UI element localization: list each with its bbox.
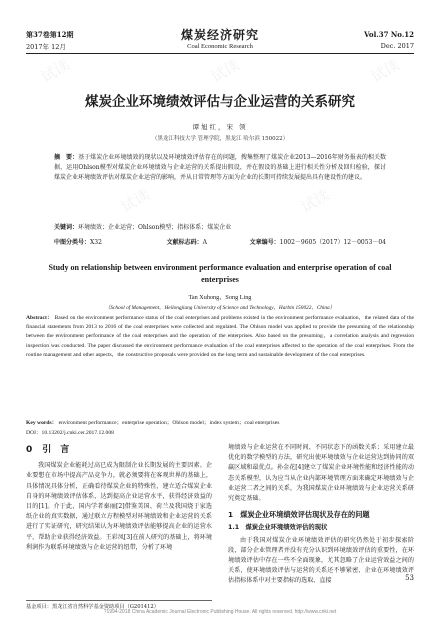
- paper-title-en: Study on relationship between environment performance evaluation and enterprise operation of coal enterprises: [48, 263, 392, 284]
- abstract-text-cn: 基于煤炭企业环境绩效的现状以及环境绩效评估存在的问题，搜集整理了煤炭企业2013—2016年财务报表的相关数据，运用Ohlson模型对煤炭企业环境绩效与企业运营的关系提出假设，并在假设的基础上进行相关性分析及回归检验，探讨煤炭企业环境绩效评估对煤炭企业运营的影响，并从日常管理等方面为企业的长期可持续发展提出具有建设性的建议。: [54, 154, 386, 182]
- watermark: 试读: [117, 185, 153, 217]
- keywords-label-cn: 关键词：: [54, 224, 79, 231]
- watermark: 试读: [367, 325, 403, 357]
- article-no-value: 1002－9605（2017）12－0053－04: [279, 239, 386, 246]
- authors-cn: 谭旭红，宋 领: [192, 123, 248, 131]
- subsection-heading-1-1: 1.1 煤炭企业环境绩效评估的现状: [228, 524, 328, 532]
- clc-label: 中图分类号：: [54, 239, 91, 246]
- doc-code-value: A: [202, 239, 207, 246]
- article-no-label: 文章编号：: [249, 239, 280, 246]
- continued-paragraph: 境绩效与企业运营在不同时间、不同状态下的函数关系；采用建立最优化的数学模型的方法，研究出使环境绩效与企业运营达到协同的双赢区域和最优点。孙金花[4]建立了煤炭企业环境性能和经济性能的动态关系模型，认为应当从企业内部环境管理方面来确定环境绩效与企业运营二者之间的关系，为我国煤炭企业环境绩效与企业运营关系研究奠定基础。: [228, 444, 414, 503]
- paper-title-cn: 煤炭企业环境绩效评估与企业运营的关系研究: [85, 94, 355, 110]
- watermark: 试读: [37, 325, 73, 357]
- header-rule: [26, 53, 414, 54]
- watermark: 试读: [37, 55, 73, 87]
- affiliation-cn: （黑龙江科技大学 管理学院，黑龙江 哈尔滨 150022）: [151, 136, 289, 142]
- affiliation-en: （School of Management，Heilongjiang University of Science and Technology，Harbin 150022，China）: [105, 305, 335, 311]
- funding-note: 基金项目：黑龙江省自然科学基金资助项目（G201412）: [26, 600, 212, 610]
- watermark: 试读: [207, 55, 243, 87]
- section-heading-1: 1 煤炭企业环境绩效评估现状及存在的问题: [228, 510, 370, 520]
- section-heading-intro: [26, 445, 212, 455]
- volume-cn: 第37卷第12期: [26, 30, 74, 39]
- journal-title-en: Coal Economic Research: [187, 43, 253, 50]
- subsection-paragraph: 由于我国对煤炭企业环境绩效评估的研究仍然处于初步探索阶段，部分企业管理者并没有充分认识到环境绩效评估的重要性，在环境绩效评估中存在一些不全面现象，尤其忽略了企业运营效益之间的关系，使环境绩效评估与运营的关系还不够紧密，企业在环境绩效评估指标体系中对主要指标的选取、直接: [228, 536, 414, 585]
- abstract-cn: [54, 153, 386, 184]
- keywords-en: [26, 418, 414, 426]
- watermark: 试读: [297, 185, 333, 217]
- intro-paragraph: 我国煤炭企业能耗过高已成为限制企业长期发展的主要因素。企业要想在市场中提高产品竞争力，就必须要将在客观世界的基础上，具体情况具体分析，正确看待煤炭企业的特殊性，建立适合煤炭企业自身的环境绩效评估体系，达到提高企业运营水平，获得经济效益的目的[1]。介于此，国内学者秦丽[2]借鉴美国、荷兰及我国烧于家选纸企业的真实数据，通过联立方程模型对环境绩效和企业运营的关系进行了实证研究，研究结果认为环境绩效评估能够提高企业的运营水平，帮助企业获得经济效益。王彩凤[3]在前人研究的基础上，将环境利润作为联系环境绩效与企业运营的纽带，分析了环境: [26, 462, 212, 551]
- abstract-en: [26, 314, 414, 360]
- date-en: Dec. 2017: [380, 42, 414, 50]
- keywords-label-en: Key words：: [26, 420, 58, 426]
- keywords-text-en: environment performance；enterprise operation；Ohlson model；index system；coal enterprises: [58, 420, 280, 426]
- classification-line: [54, 237, 386, 246]
- journal-title-cn: 煤炭经济研究: [180, 28, 259, 42]
- copyright-footer: ?1994-2018 China Academic Journal Electronic Publishing House. All rights reserved. http://www.cnki.net: [103, 609, 337, 615]
- doc-code-label: 文献标志码：: [166, 239, 203, 246]
- keywords-cn: [54, 222, 386, 231]
- clc-value: X32: [90, 239, 102, 246]
- body-column-right: [228, 443, 414, 587]
- keywords-text-cn: 环境绩效；企业运营；Ohlson模型；指标体系；煤炭企业: [78, 224, 232, 231]
- body-column-left: [26, 443, 212, 553]
- page-number: 53: [405, 574, 414, 582]
- abstract-label-cn: 摘 要：: [54, 154, 79, 161]
- volume-en: Vol.37 No.12: [364, 30, 414, 39]
- section-title: 引 言: [42, 445, 70, 455]
- section-number: 0: [26, 445, 33, 455]
- authors-en: Tan Xuhong，Song Ling: [188, 294, 252, 301]
- date-cn: 2017年 12月: [26, 43, 66, 51]
- abstract-label-en: Abstract：: [26, 315, 53, 321]
- running-header: [26, 30, 414, 70]
- watermark: 试读: [367, 55, 403, 87]
- abstract-text-en: Based on the environment performance status of the coal enterprises and problems existed in the environment performance evaluation，the related data of the financial statements from 2013 to 2016 of the coal enterprises were collected and regulated. The Ohlson model was applied to provide the presuming of the relationship between the environment performance of the coal enterprises and the operation of the enterprises. Also based on the presuming，a correlation analysis and regression inspection was conducted. The paper discussed the environment performance evaluation of the coal enterprises affected to the operation of the coal enterprises. From the routine management and other aspects，the constructive proposals were provided on the long term and sustainable development of the coal enterprises.: [26, 315, 414, 358]
- watermark: 试读: [117, 465, 153, 497]
- doi[interactable]: DOI：10.13202/j.cnki.cer.2017.12.008: [26, 430, 114, 436]
- watermark: 试读: [207, 325, 243, 357]
- watermark: 试读: [297, 465, 333, 497]
